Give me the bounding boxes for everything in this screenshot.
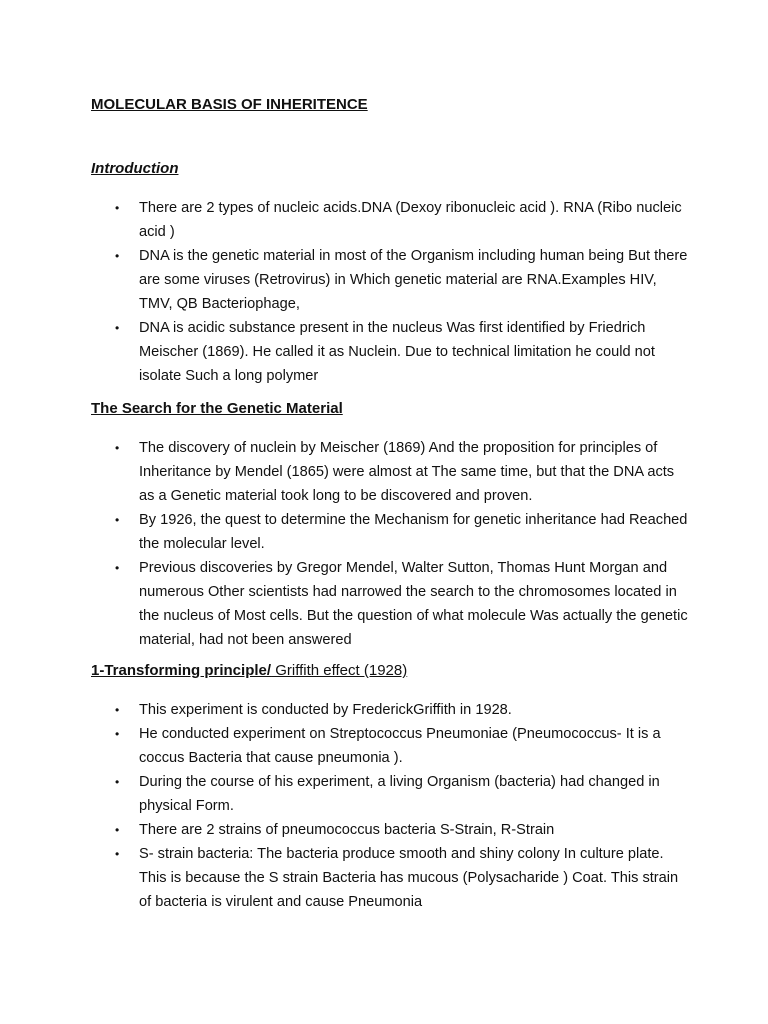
list-item: • The discovery of nuclein by Meischer (1869) And the proposition for principles of Inheritance by Mendel (1865) were almost at The same time, but that the DNA acts as a Genetic material took long to be discovered and proven. <box>91 436 688 508</box>
heading-bold-part: 1-Transforming principle/ <box>91 662 272 679</box>
list-item: • S- strain bacteria: The bacteria produce smooth and shiny colony In culture plate. This is because the S strain Bacteria has mucous (Polysacharide ) Coat. This strain of bacteria is virulent and cause Pneumonia <box>91 842 688 914</box>
list-item: • There are 2 strains of pneumococcus bacteria S-Strain, R-Strain <box>91 818 688 842</box>
bullet-icon: • <box>115 561 120 575</box>
bullet-icon: • <box>115 441 120 455</box>
bullet-icon: • <box>115 823 120 837</box>
heading-rest-part: Griffith effect (1928) <box>271 662 408 679</box>
section-heading-transforming-principle <box>91 660 688 682</box>
bullet-icon: • <box>115 249 120 263</box>
list-item: • By 1926, the quest to determine the Mechanism for genetic inheritance had Reached the molecular level. <box>91 508 688 556</box>
bullet-icon: • <box>115 201 120 215</box>
bullet-icon: • <box>115 847 120 861</box>
section-heading-genetic-material-search: The Search for the Genetic Material <box>91 400 343 417</box>
bullet-icon: • <box>115 727 120 741</box>
transforming-principle-list <box>91 698 688 914</box>
list-item: • There are 2 types of nucleic acids.DNA (Dexoy ribonucleic acid ). RNA (Ribo nucleic acid ) <box>91 196 688 244</box>
bullet-icon: • <box>115 321 120 335</box>
list-item: • This experiment is conducted by FrederickGriffith in 1928. <box>91 698 688 722</box>
bullet-icon: • <box>115 513 120 527</box>
list-item: • DNA is the genetic material in most of the Organism including human being But there are some viruses (Retrovirus) in Which genetic material are RNA.Examples HIV, TMV, QB Bacteriophage, <box>91 244 688 316</box>
genetic-material-search-list <box>91 436 688 652</box>
document-title: MOLECULAR BASIS OF INHERITENCE <box>91 96 368 113</box>
list-item: • DNA is acidic substance present in the nucleus Was first identified by Friedrich Meischer (1869). He called it as Nuclein. Due to technical limitation he could not isolate Such a long polymer <box>91 316 688 388</box>
list-item: • He conducted experiment on Streptococcus Pneumoniae (Pneumococcus- It is a coccus Bacteria that cause pneumonia ). <box>91 722 688 770</box>
section-heading-introduction: Introduction <box>91 160 179 177</box>
bullet-icon: • <box>115 775 120 789</box>
introduction-list <box>91 196 688 388</box>
list-item: • During the course of his experiment, a living Organism (bacteria) had changed in physical Form. <box>91 770 688 818</box>
bullet-icon: • <box>115 703 120 717</box>
list-item: • Previous discoveries by Gregor Mendel, Walter Sutton, Thomas Hunt Morgan and numerous Other scientists had narrowed the search to the chromosomes located in the nucleus of Most cells. But the question of what molecule Was actually the genetic material, had not been answered <box>91 556 688 652</box>
